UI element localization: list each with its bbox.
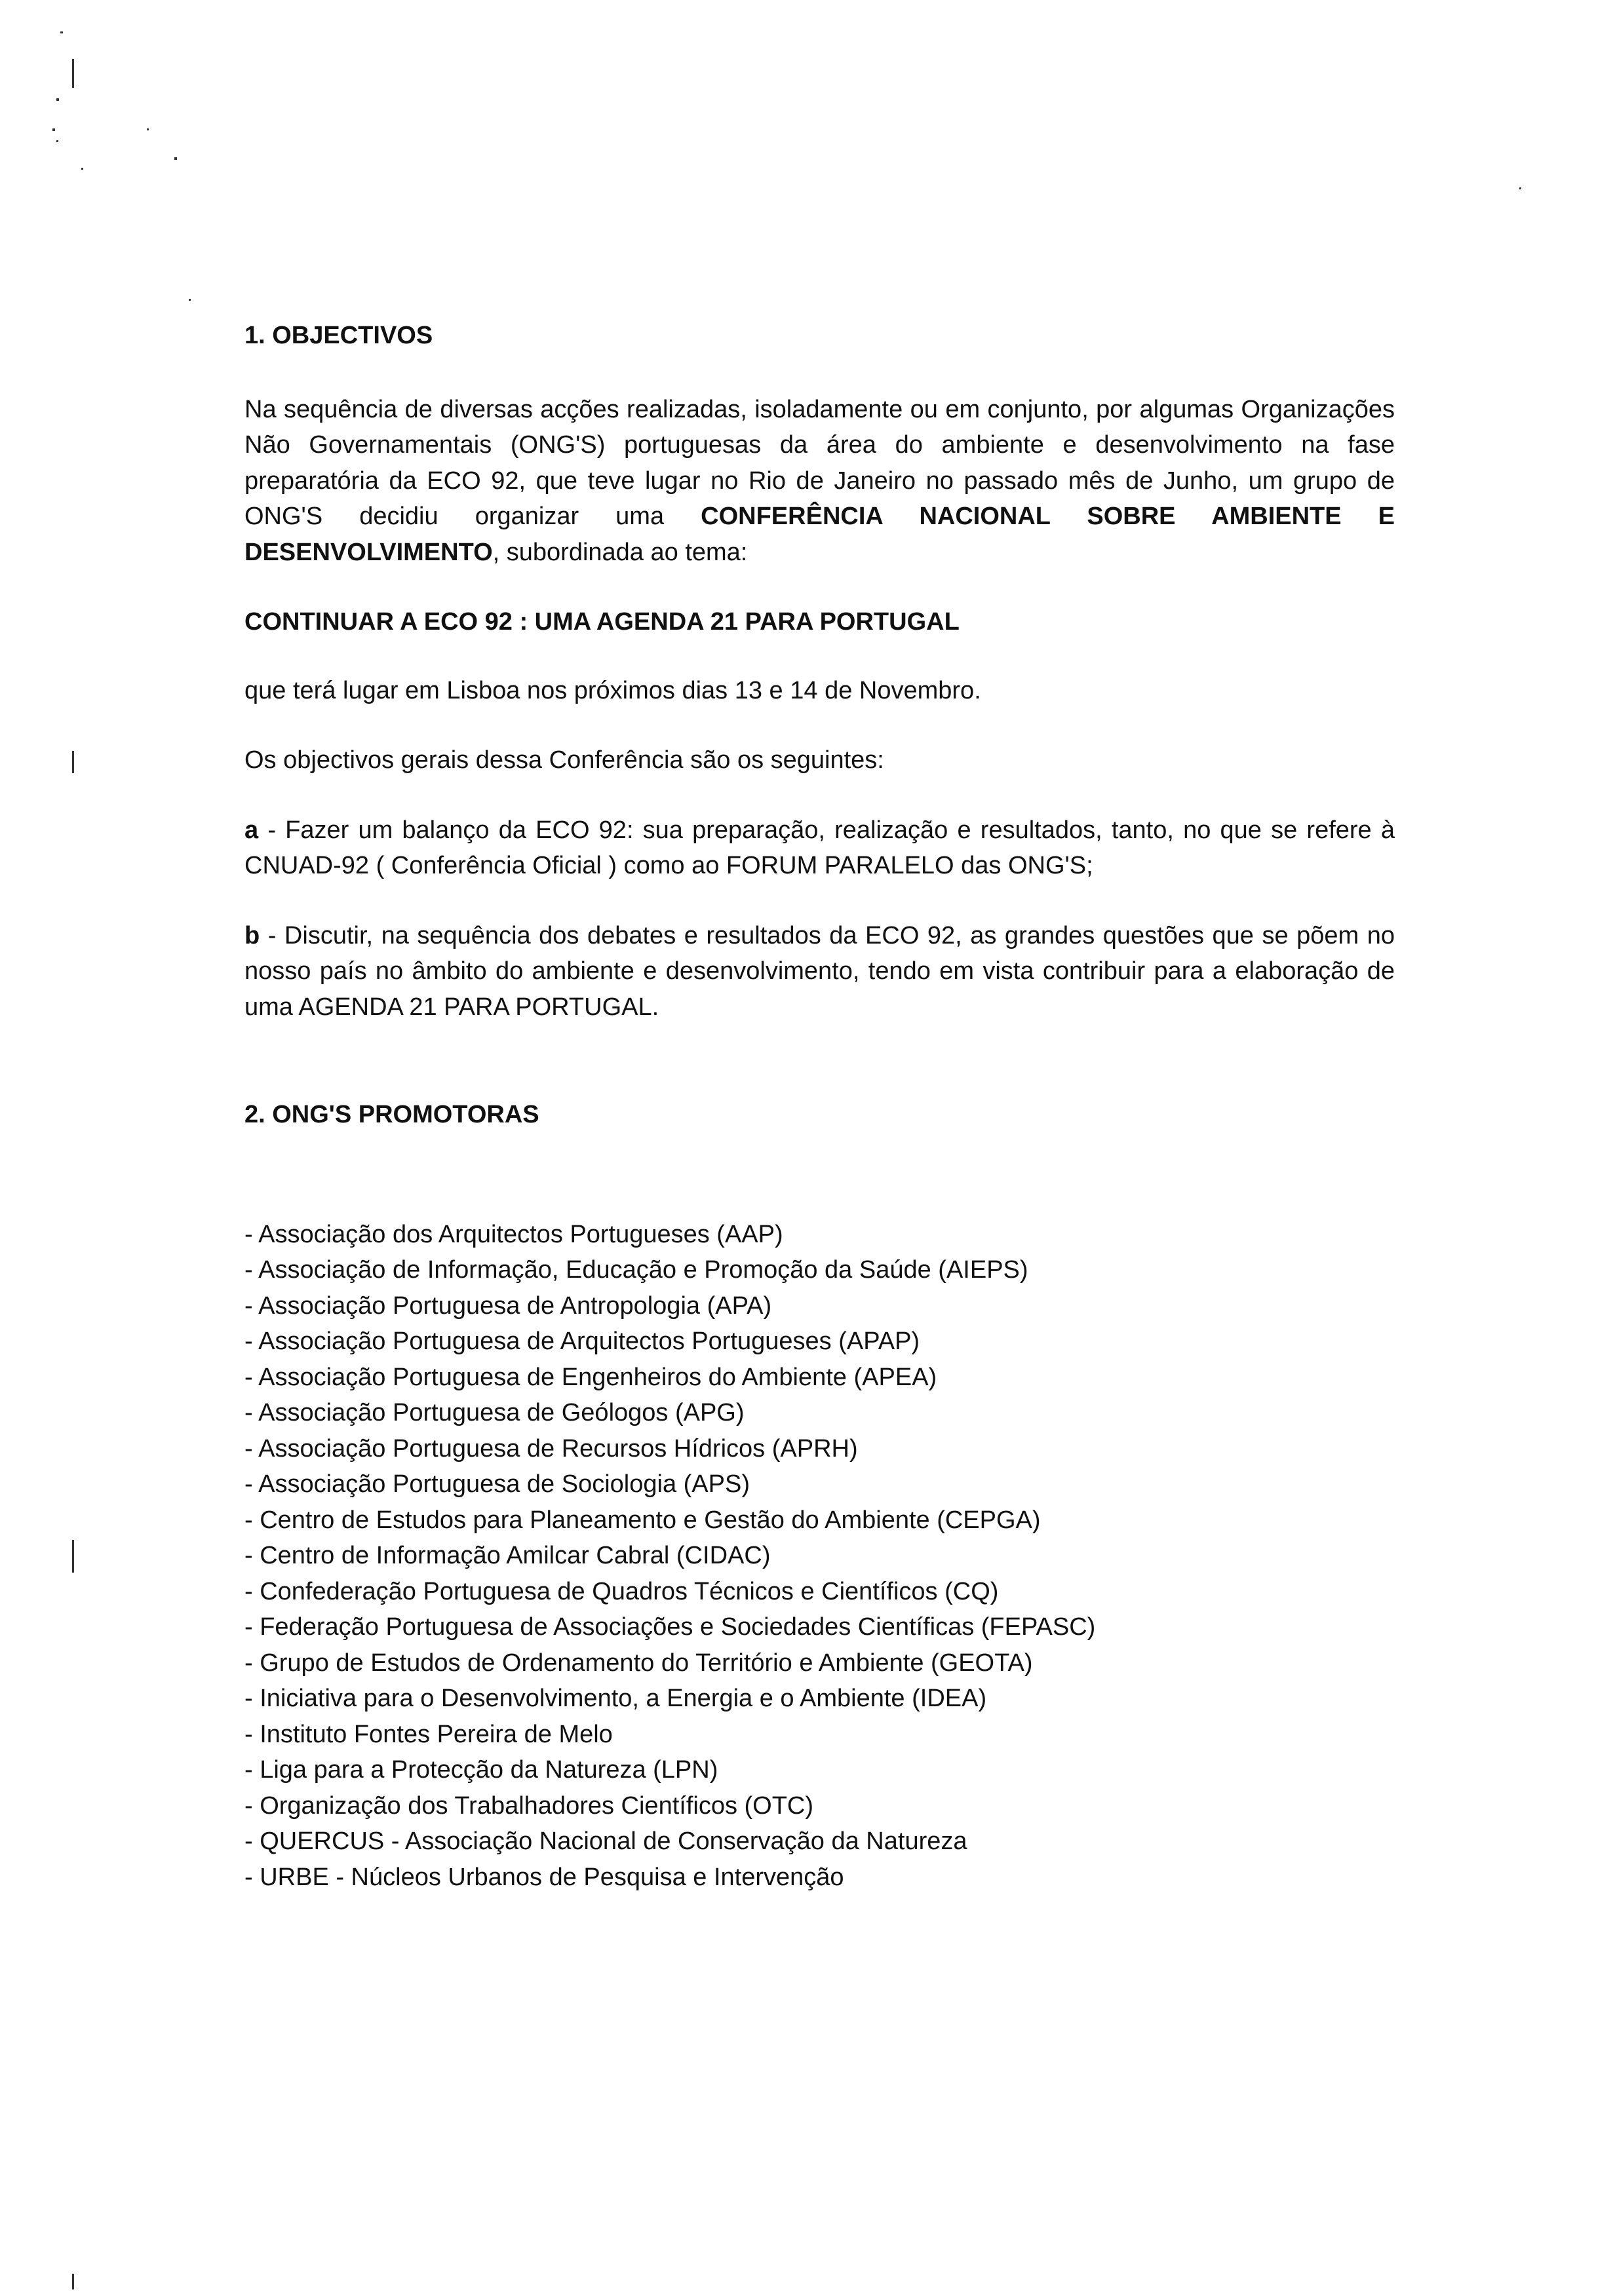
list-item: - Grupo de Estudos de Ordenamento do Território e Ambiente (GEOTA) bbox=[244, 1649, 1033, 1677]
list-item: - Federação Portuguesa de Associações e Sociedades Científicas (FEPASC) bbox=[244, 1613, 1096, 1641]
scan-speck bbox=[1519, 187, 1521, 189]
list-item: - Centro de Estudos para Planeamento e Gestão do Ambiente (CEPGA) bbox=[244, 1506, 1041, 1534]
scan-speck bbox=[56, 98, 59, 101]
conference-name: CONFERÊNCIA NACIONAL SOBRE AMBIENTE E DESENVOLVIMENTO bbox=[244, 503, 1395, 566]
list-item: - Associação de Informação, Educação e Promoção da Saúde (AIEPS) bbox=[244, 1256, 1028, 1284]
list-item: - Associação Portuguesa de Arquitectos Portugueses (APAP) bbox=[244, 1328, 920, 1355]
intro-text-end: , subordinada ao tema: bbox=[492, 538, 748, 566]
scan-speck bbox=[60, 31, 63, 33]
list-item: - QUERCUS - Associação Nacional de Conservação da Natureza bbox=[244, 1827, 967, 1855]
list-item: - Associação Portuguesa de Sociologia (APS) bbox=[244, 1470, 750, 1498]
organization-list bbox=[244, 1217, 1395, 1896]
scan-speck bbox=[189, 299, 191, 301]
scan-speck bbox=[56, 140, 58, 142]
objective-b bbox=[244, 918, 1395, 1025]
objectives-intro: Os objectivos gerais dessa Conferência são os seguintes: bbox=[244, 746, 884, 774]
scan-speck bbox=[52, 128, 55, 131]
list-item: - Confederação Portuguesa de Quadros Técnicos e Científicos (CQ) bbox=[244, 1577, 999, 1605]
list-item: - Iniciativa para o Desenvolvimento, a Energia e o Ambiente (IDEA) bbox=[244, 1685, 987, 1712]
scan-speck bbox=[72, 751, 74, 773]
scan-speck bbox=[174, 157, 177, 160]
objective-letter: b bbox=[244, 921, 260, 949]
scan-speck bbox=[72, 1540, 74, 1573]
scan-speck bbox=[72, 59, 74, 88]
list-item: - Associação Portuguesa de Geólogos (APG) bbox=[244, 1399, 745, 1426]
conference-location: que terá lugar em Lisboa nos próximos dias 13 e 14 de Novembro. bbox=[244, 676, 981, 704]
list-item: - URBE - Núcleos Urbanos de Pesquisa e Intervenção bbox=[244, 1863, 844, 1891]
list-item: - Instituto Fontes Pereira de Melo bbox=[244, 1720, 613, 1748]
list-item: - Organização dos Trabalhadores Científicos (OTC) bbox=[244, 1791, 814, 1820]
list-item: - Associação Portuguesa de Engenheiros do Ambiente (APEA) bbox=[244, 1363, 937, 1391]
list-item: - Associação Portuguesa de Antropologia (APA) bbox=[244, 1292, 772, 1320]
section-heading-objectives: 1. OBJECTIVOS bbox=[244, 322, 433, 349]
conference-theme: CONTINUAR A ECO 92 : UMA AGENDA 21 PARA PORTUGAL bbox=[244, 608, 960, 636]
objective-letter: a bbox=[244, 816, 259, 844]
list-item: - Centro de Informação Amilcar Cabral (CIDAC) bbox=[244, 1542, 771, 1569]
objective-a bbox=[244, 813, 1395, 884]
document-body bbox=[244, 318, 1395, 1895]
intro-paragraph bbox=[244, 392, 1395, 571]
objective-text: - Fazer um balanço da ECO 92: sua preparação, realização e resultados, tanto, no que se refere à CNUAD-92 ( Conferência Oficial ) como ao FORUM PARALELO das ONG'S; bbox=[244, 816, 1395, 879]
scan-speck bbox=[147, 128, 149, 130]
section-heading-promoters: 2. ONG'S PROMOTORAS bbox=[244, 1101, 539, 1128]
list-item: - Associação dos Arquitectos Portugueses (AAP) bbox=[244, 1220, 783, 1248]
list-item: - Liga para a Protecção da Natureza (LPN) bbox=[244, 1756, 718, 1784]
list-item: - Associação Portuguesa de Recursos Hídricos (APRH) bbox=[244, 1434, 858, 1463]
scan-speck bbox=[81, 168, 83, 170]
objective-text: - Discutir, na sequência dos debates e resultados da ECO 92, as grandes questões que se põem no nosso país no âmbito do ambiente e desenvolvimento, tendo em vista contribuir para a elaboração de uma AGENDA 21 PARA PORTUGAL. bbox=[244, 921, 1395, 1021]
scan-speck bbox=[72, 2274, 74, 2289]
intro-text: Na sequência de diversas acções realizadas, isoladamente ou em conjunto, por algumas Organizações Não Governamentais (ONG'S) portuguesas da área do ambiente e desenvolvimento na fase preparatória da ECO 92, que teve lugar no Rio de Janeiro no passado mês de Junho, um grupo de ONG'S decidiu organizar uma bbox=[244, 395, 1395, 530]
